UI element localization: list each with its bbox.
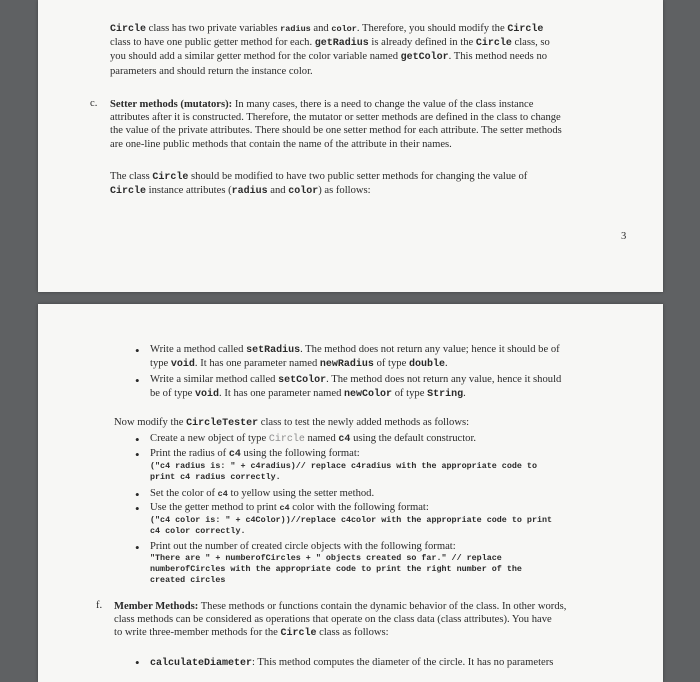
line: Circle class has two private variables radius and color. Therefore, you should modify the Circle [110, 23, 544, 35]
line: Member Methods: These methods or functions contain the dynamic behavior of the class. In other words, [114, 601, 567, 612]
code-line: ("c4 radius is: " + c4radius)// replace c4radius with the appropriate code to [150, 461, 537, 472]
line: be of type void. It has one parameter named newColor of type String. [150, 388, 466, 401]
paragraph-getter-methods [110, 22, 650, 78]
bullet-print-radius [150, 447, 650, 483]
line: Use the getter method to print c4 color with the following format: [150, 502, 429, 513]
line: class methods can be considered as operations that operate on the class data (class attributes). You have [114, 614, 552, 626]
bullet-print-count [150, 540, 650, 586]
bullet-icon: • [135, 501, 140, 516]
bullet-icon: • [135, 373, 140, 388]
bullet-icon: • [135, 432, 140, 447]
code-line: "There are " + numberofCircles + " objects created so far." // replace [150, 553, 502, 564]
code-line: created circles [150, 575, 226, 586]
line: are one-line public methods that contain the name of the attribute in their names. [110, 138, 452, 150]
bullet-icon: • [135, 343, 140, 358]
line: Print the radius of c4 using the following format: [150, 448, 360, 460]
line: Write a method called setRadius. The method does not return any value; hence it should be of [150, 344, 560, 356]
section-c-title: Setter methods (mutators): [110, 99, 233, 110]
line: you should add a similar getter method for the color variable named getColor. This method needs no [110, 51, 548, 64]
code-line: ("c4 color is: " + c4Color))//replace c4color with the appropriate code to print [150, 515, 553, 526]
section-f-label: f. [96, 600, 103, 611]
line: to write three-member methods for the Circle class as follows: [114, 627, 389, 640]
bullet-set-color [150, 373, 650, 401]
line: class to have one public getter method for each. getRadius is already defined in the Circle class, so [110, 37, 550, 50]
line: Circle instance attributes (radius and color) as follows: [110, 185, 371, 198]
paragraph-setter-intro [110, 170, 650, 198]
line: Write a similar method called setColor. The method does not return any value, hence it should [150, 374, 562, 386]
line: Print out the number of created circle objects with the following format: [150, 541, 456, 552]
bullet-calculate-diameter: calculateDiameter: This method computes the diameter of the circle. It has no parameters [150, 657, 554, 669]
code-line: numberofCircles with the appropriate code to print the right number of the [150, 564, 522, 575]
document-page-bottom [38, 304, 663, 682]
line: attributes after it is constructed. Therefore, the mutator or setter methods are defined in the class to change [110, 112, 561, 124]
bullet-create-c4: Create a new object of type Circle named c4 using the default constructor. [150, 433, 477, 445]
line: the value of the private attributes. There should be one setter method for each attribute. The setter methods [110, 125, 562, 137]
bullet-icon: • [135, 447, 140, 462]
bullet-icon: • [135, 540, 140, 555]
code-line: print c4 radius correctly. [150, 472, 281, 483]
section-c-setter-methods [110, 98, 650, 151]
document-page-top [38, 0, 663, 292]
line: parameters and should return the instance color. [110, 65, 313, 77]
bullet-set-radius [150, 343, 650, 371]
bullet-icon: • [135, 487, 140, 502]
page-number: 3 [621, 231, 627, 242]
line: The class Circle should be modified to have two public setter methods for changing the value of [110, 171, 528, 183]
line: type void. It has one parameter named newRadius of type double. [150, 358, 448, 371]
paragraph-tester-intro: Now modify the CircleTester class to test the newly added methods as follows: [114, 417, 470, 429]
bullet-icon: • [135, 655, 140, 670]
bullet-set-color-yellow: Set the color of c4 to yellow using the setter method. [150, 488, 375, 499]
bullet-print-color [150, 501, 650, 537]
section-f-title: Member Methods: [114, 601, 199, 612]
code-line: c4 color correctly. [150, 526, 246, 537]
section-c-label: c. [90, 98, 98, 109]
line: Setter methods (mutators): In many cases, there is a need to change the value of the class instance [110, 99, 534, 110]
section-f-member-methods [114, 600, 659, 641]
